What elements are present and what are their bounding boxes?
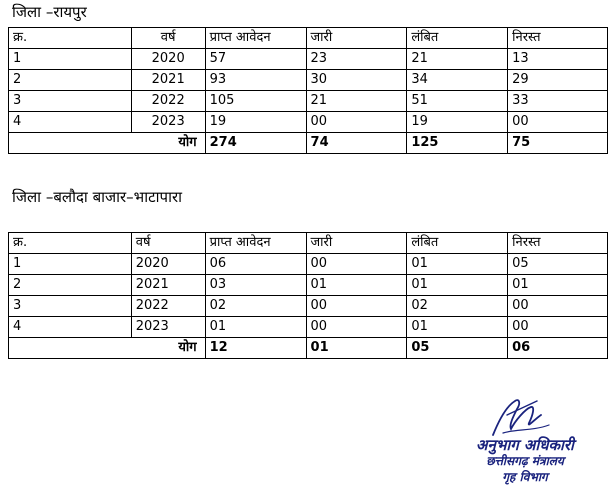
cell-received: 06	[205, 254, 306, 275]
total-received: 12	[205, 338, 306, 359]
header-received: प्राप्त आवेदन	[205, 233, 306, 254]
header-year: वर्ष	[131, 233, 205, 254]
header-serial: क्र.	[9, 28, 132, 49]
header-rejected: निरस्त	[508, 233, 608, 254]
cell-received: 02	[205, 296, 306, 317]
total-issued: 74	[306, 133, 407, 154]
total-pending: 05	[407, 338, 508, 359]
table-baloda-bazar	[8, 232, 608, 359]
cell-year: 2020	[131, 254, 205, 275]
cell-year: 2022	[131, 296, 205, 317]
cell-serial: 3	[9, 91, 132, 112]
cell-pending: 02	[407, 296, 508, 317]
cell-issued: 00	[306, 254, 407, 275]
cell-rejected: 00	[508, 112, 608, 133]
cell-issued: 00	[306, 317, 407, 338]
header-pending: लंबित	[407, 233, 508, 254]
cell-pending: 21	[407, 49, 508, 70]
district-heading-raipur: जिला –रायपुर	[12, 3, 87, 21]
cell-issued: 30	[306, 70, 407, 91]
cell-serial: 1	[9, 254, 132, 275]
header-rejected: निरस्त	[508, 28, 608, 49]
cell-received: 105	[205, 91, 306, 112]
cell-year: 2023	[131, 112, 205, 133]
cell-serial: 3	[9, 296, 132, 317]
cell-received: 03	[205, 275, 306, 296]
cell-serial: 1	[9, 49, 132, 70]
cell-pending: 51	[407, 91, 508, 112]
cell-year: 2021	[131, 275, 205, 296]
cell-year: 2022	[131, 91, 205, 112]
header-issued: जारी	[306, 233, 407, 254]
cell-issued: 00	[306, 112, 407, 133]
total-rejected: 06	[508, 338, 608, 359]
cell-received: 01	[205, 317, 306, 338]
cell-serial: 2	[9, 275, 132, 296]
table-row	[9, 317, 608, 338]
table-raipur	[8, 27, 608, 154]
table-row	[9, 296, 608, 317]
header-pending: लंबित	[407, 28, 508, 49]
signature-block	[445, 395, 605, 495]
cell-serial: 2	[9, 70, 132, 91]
cell-pending: 01	[407, 317, 508, 338]
cell-serial: 4	[9, 317, 132, 338]
total-row	[9, 338, 608, 359]
cell-year: 2021	[131, 70, 205, 91]
cell-issued: 23	[306, 49, 407, 70]
header-issued: जारी	[306, 28, 407, 49]
cell-rejected: 00	[508, 317, 608, 338]
table-row	[9, 70, 608, 91]
cell-received: 57	[205, 49, 306, 70]
total-issued: 01	[306, 338, 407, 359]
cell-rejected: 05	[508, 254, 608, 275]
total-pending: 125	[407, 133, 508, 154]
table-header-row	[9, 28, 608, 49]
table-row	[9, 112, 608, 133]
signature-scribble	[445, 395, 605, 441]
total-label: योग	[9, 338, 206, 359]
cell-issued: 21	[306, 91, 407, 112]
header-serial: क्र.	[9, 233, 132, 254]
cell-year: 2020	[131, 49, 205, 70]
table-header-row	[9, 233, 608, 254]
cell-rejected: 29	[508, 70, 608, 91]
district-heading-baloda-bazar: जिला –बलौदा बाजार–भाटापारा	[12, 188, 182, 206]
total-row	[9, 133, 608, 154]
cell-serial: 4	[9, 112, 132, 133]
header-received: प्राप्त आवेदन	[205, 28, 306, 49]
table-row	[9, 275, 608, 296]
cell-pending: 34	[407, 70, 508, 91]
cell-pending: 19	[407, 112, 508, 133]
cell-rejected: 33	[508, 91, 608, 112]
table-row	[9, 91, 608, 112]
cell-received: 19	[205, 112, 306, 133]
stamp-department: गृह विभाग	[502, 470, 548, 484]
cell-pending: 01	[407, 254, 508, 275]
cell-year: 2023	[131, 317, 205, 338]
table-row	[9, 49, 608, 70]
total-label: योग	[9, 133, 206, 154]
stamp-designation: अनुभाग अधिकारी	[476, 436, 574, 454]
cell-received: 93	[205, 70, 306, 91]
stamp-ministry: छत्तीसगढ़ मंत्रालय	[486, 454, 564, 468]
cell-issued: 01	[306, 275, 407, 296]
table-row	[9, 254, 608, 275]
cell-pending: 01	[407, 275, 508, 296]
header-year: वर्ष	[131, 28, 205, 49]
cell-rejected: 13	[508, 49, 608, 70]
total-received: 274	[205, 133, 306, 154]
total-rejected: 75	[508, 133, 608, 154]
cell-rejected: 00	[508, 296, 608, 317]
cell-rejected: 01	[508, 275, 608, 296]
official-stamp	[445, 437, 605, 485]
cell-issued: 00	[306, 296, 407, 317]
